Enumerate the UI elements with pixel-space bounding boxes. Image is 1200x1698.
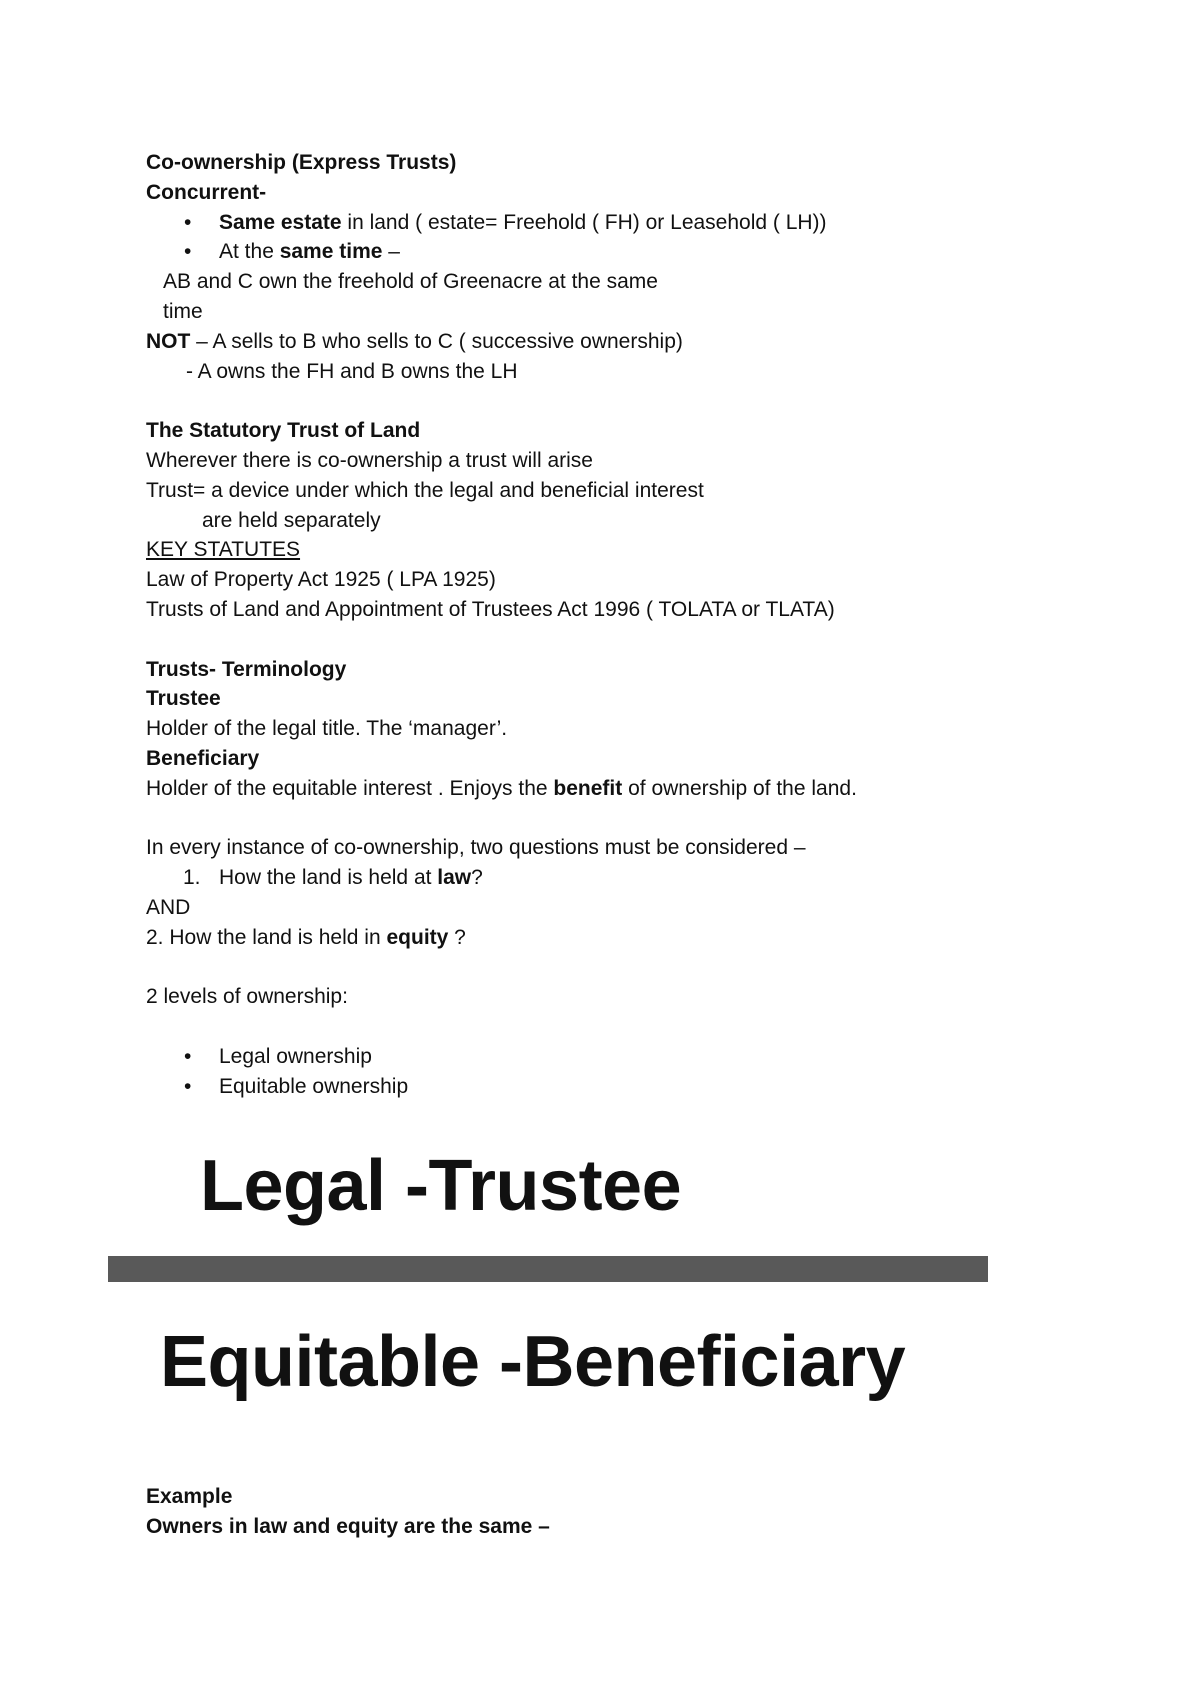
spacer	[146, 625, 1046, 655]
statute-item: Trusts of Land and Appointment of Trustees Act 1996 ( TOLATA or TLATA)	[146, 597, 835, 621]
question-bold-text: law	[437, 866, 472, 890]
beneficiary-text: Holder of the equitable interest . Enjoys the	[146, 776, 554, 800]
example-heading: Example	[146, 1485, 233, 1508]
bullet-text: –	[382, 240, 400, 264]
list-item	[146, 1042, 1046, 1072]
bullet-text: in land ( estate= Freehold ( FH) or Leasehold ( LH))	[341, 210, 827, 234]
question-text: How the land is held at	[219, 866, 438, 890]
bullet-icon: •	[184, 210, 192, 234]
question-2	[146, 923, 1046, 953]
levels-intro: 2 levels of ownership:	[146, 985, 348, 1009]
divider-bar	[108, 1256, 988, 1282]
equitable-beneficiary-label: Equitable -Beneficiary	[160, 1322, 906, 1402]
beneficiary-description	[146, 774, 1046, 804]
example-section	[146, 1482, 550, 1542]
bullet-text: At the	[219, 240, 280, 264]
statutory-heading: The Statutory Trust of Land	[146, 419, 421, 443]
beneficiary-heading: Beneficiary	[146, 746, 260, 770]
owners-line: Owners in law and equity are the same –	[146, 1514, 550, 1538]
terminology-heading: Trusts- Terminology	[146, 657, 347, 681]
level-text: Equitable ownership	[219, 1074, 409, 1098]
trustee-description: Holder of the legal title. The ‘manager’.	[146, 717, 508, 741]
not-sub-line: - A owns the FH and B owns the LH	[186, 359, 518, 383]
list-item	[146, 1072, 1046, 1102]
statutory-text: are held separately	[202, 508, 381, 532]
not-text: – A sells to B who sells to C ( successive ownership)	[190, 329, 683, 353]
and-line: AND	[146, 895, 191, 919]
page-title: Co-ownership (Express Trusts)	[146, 151, 457, 174]
spacer	[146, 386, 1046, 416]
trustee-heading: Trustee	[146, 687, 221, 711]
spacer	[146, 804, 1046, 834]
concurrent-list	[146, 208, 1046, 268]
question-text: ?	[448, 925, 466, 949]
question-number: 1.	[183, 866, 201, 890]
not-line	[146, 327, 1046, 357]
level-text: Legal ownership	[219, 1044, 372, 1068]
statutory-text: Trust= a device under which the legal and beneficial interest	[146, 478, 704, 502]
statutory-text: Wherever there is co-ownership a trust will arise	[146, 448, 593, 472]
statute-item: Law of Property Act 1925 ( LPA 1925)	[146, 568, 496, 592]
document-body	[146, 148, 1046, 1102]
questions-intro: In every instance of co-ownership, two questions must be considered –	[146, 836, 806, 860]
list-item	[146, 237, 1046, 267]
bullet-icon: •	[184, 1044, 192, 1068]
question-text: 2. How the land is held in	[146, 925, 387, 949]
list-item	[146, 208, 1046, 238]
concurrent-heading: Concurrent-	[146, 180, 267, 204]
bullet-bold-text: same time	[279, 240, 383, 264]
question-bold-text: equity	[386, 925, 449, 949]
spacer	[146, 1012, 1046, 1042]
bullet-bold-text: Same estate	[219, 210, 342, 234]
key-statutes-heading: KEY STATUTES	[146, 538, 301, 562]
beneficiary-text: of ownership of the land.	[622, 776, 857, 800]
spacer	[146, 953, 1046, 983]
bullet-icon: •	[184, 1074, 192, 1098]
question-1	[146, 863, 1046, 893]
beneficiary-bold-text: benefit	[553, 776, 623, 800]
legal-trustee-label: Legal -Trustee	[200, 1146, 682, 1226]
levels-list	[146, 1042, 1046, 1102]
example-line: time	[163, 299, 203, 323]
example-line: AB and C own the freehold of Greenacre at the same	[163, 270, 658, 294]
bullet-icon: •	[184, 240, 192, 264]
question-text: ?	[471, 866, 483, 890]
not-bold-text: NOT	[146, 329, 191, 353]
